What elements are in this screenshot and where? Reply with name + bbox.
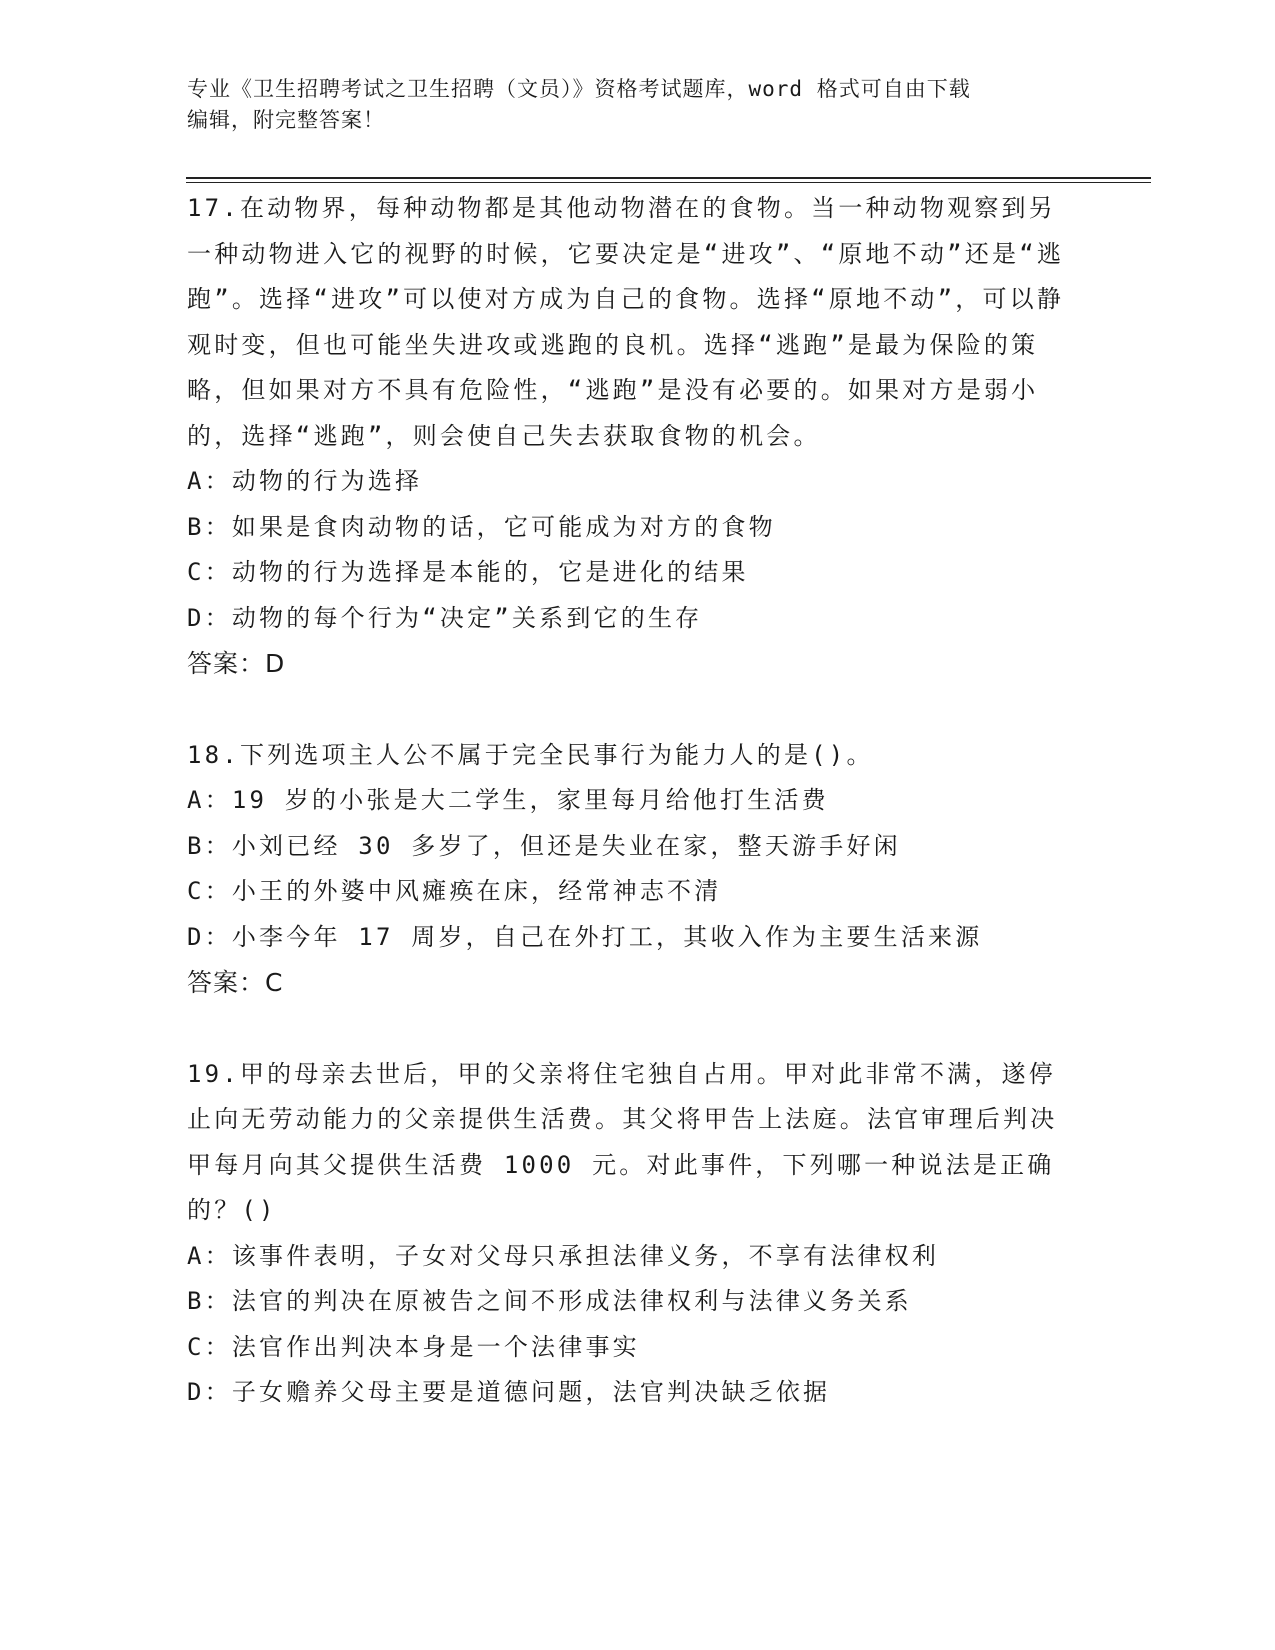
header-divider-thin (186, 182, 1151, 183)
question-spacer (187, 1006, 1067, 1052)
option-d: D：动物的每个行为“决定”关系到它的生存 (187, 603, 703, 632)
question-18 (187, 733, 1067, 1006)
header-divider-thick (186, 177, 1151, 179)
answer-label: 答案：D (187, 649, 286, 678)
document-header (187, 74, 1067, 136)
header-line-1: 专业《卫生招聘考试之卫生招聘（文员）》资格考试题库，word 格式可自由下载 (187, 77, 971, 101)
option-a: A：19 岁的小张是大二学生，家里每月给他打生活费 (187, 786, 829, 814)
question-17 (187, 186, 1067, 687)
option-b: B：小刘已经 30 多岁了，但还是失业在家，整天游手好闲 (187, 831, 901, 860)
option-c: C：法官作出判决本身是一个法律事实 (187, 1332, 640, 1361)
option-b: B：如果是食肉动物的话，它可能成为对方的食物 (187, 512, 776, 541)
question-spacer (187, 687, 1067, 733)
answer-label: 答案：C (187, 968, 284, 997)
option-b: B：法官的判决在原被告之间不形成法律权利与法律义务关系 (187, 1287, 912, 1315)
document-body (187, 186, 1067, 1416)
header-line-2: 编辑，附完整答案！ (187, 108, 385, 132)
question-19 (187, 1052, 1067, 1416)
option-d: D：子女赡养父母主要是道德问题，法官判决缺乏依据 (187, 1378, 831, 1406)
question-text: 19.甲的母亲去世后，甲的父亲将住宅独自占用。甲对此非常不满，遂停止向无劳动能力的父亲提供生活费。其父将甲告上法庭。法官审理后判决甲每月向其父提供生活费 1000 元。对此事件，下列哪一种说法是正确的？() (187, 1059, 1058, 1224)
option-c: C：小王的外婆中风瘫痪在床，经常神志不清 (187, 877, 722, 905)
option-d: D：小李今年 17 周岁，自己在外打工，其收入作为主要生活来源 (187, 922, 983, 951)
question-text: 17.在动物界，每种动物都是其他动物潜在的食物。当一种动物观察到另一种动物进入它的视野的时候，它要决定是“进攻”、“原地不动”还是“逃跑”。选择“进攻”可以使对方成为自己的食物。选择“原地不动”，可以静观时变，但也可能坐失进攻或逃跑的良机。选择“逃跑”是最为保险的策略，但如果对方不具有危险性，“逃跑”是没有必要的。如果对方是弱小的，选择“逃跑”，则会使自己失去获取食物的机会。 (187, 194, 1065, 450)
option-a: A：该事件表明，子女对父母只承担法律义务，不享有法律权利 (187, 1241, 940, 1270)
option-a: A：动物的行为选择 (187, 467, 423, 495)
option-c: C：动物的行为选择是本能的，它是进化的结果 (187, 558, 749, 586)
question-text: 18.下列选项主人公不属于完全民事行为能力人的是()。 (187, 740, 874, 769)
